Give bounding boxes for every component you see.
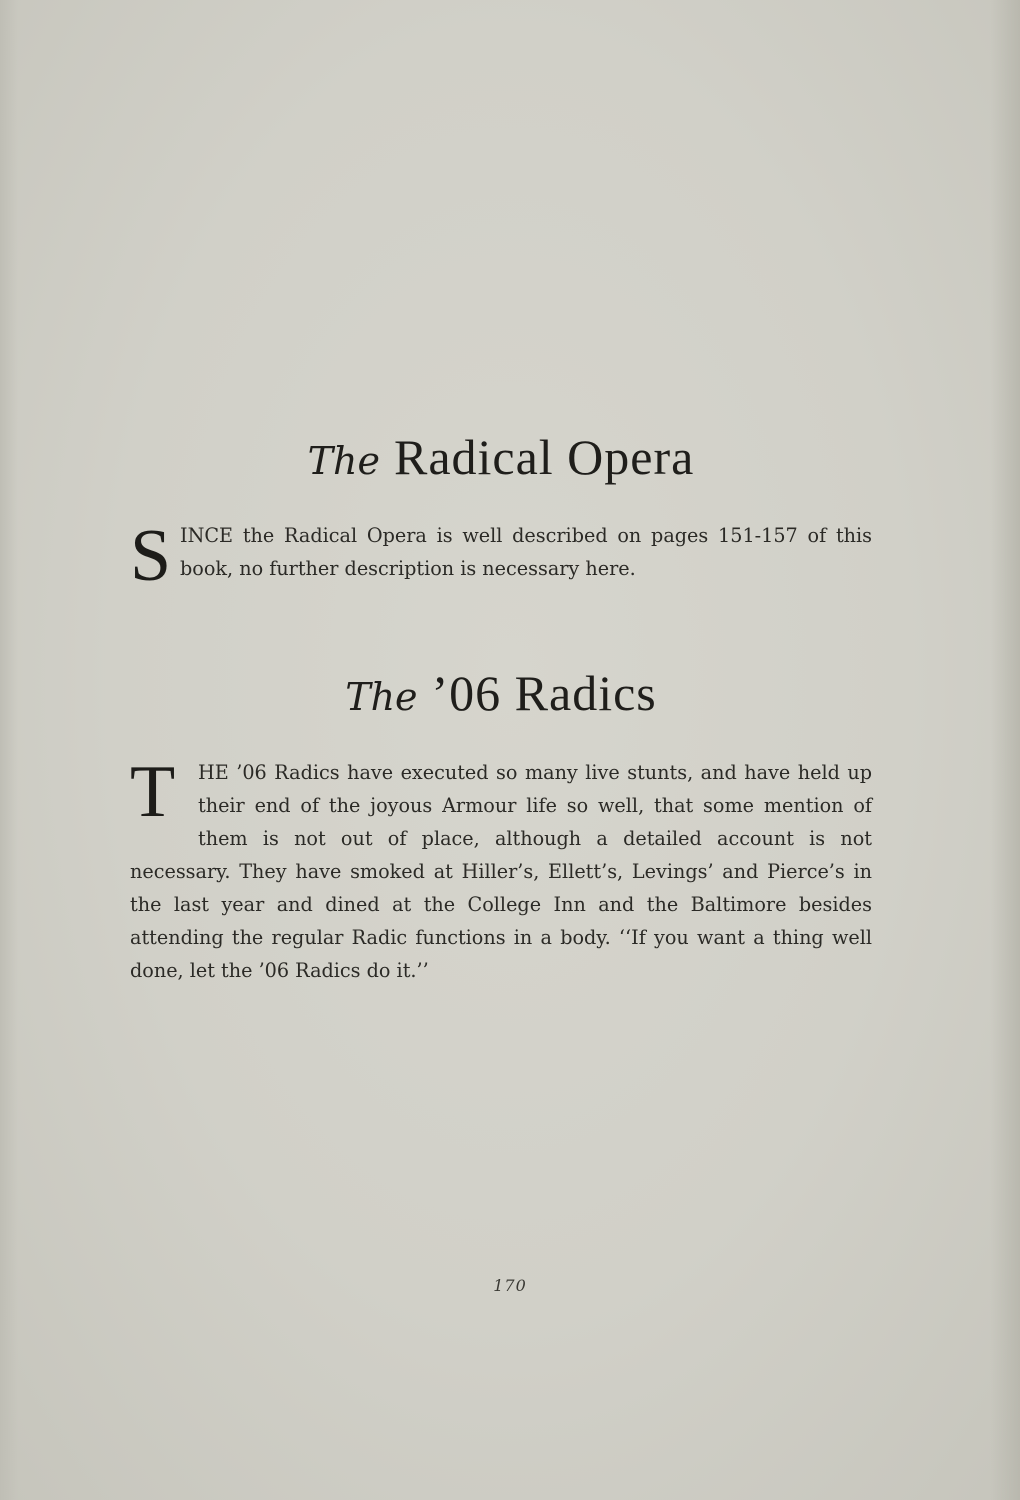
section-heading-06-radics (130, 664, 872, 722)
paragraph-06-radics (130, 751, 872, 987)
heading-title: Radical Opera (393, 429, 695, 485)
page-edge-shadow-left (0, 0, 18, 1500)
heading-title: ’06 Radics (431, 665, 657, 721)
paragraph-radical-opera (130, 515, 872, 597)
paragraph-text: INCE the Radical Opera is well described on pages 151-157 of this book, no further description is necessary here. (180, 524, 872, 580)
page-edge-shadow-right (990, 0, 1020, 1500)
section-heading-radical-opera (130, 428, 872, 486)
drop-cap: S (130, 515, 172, 597)
heading-prefix: The (345, 675, 418, 719)
paragraph-text: HE ’06 Radics have executed so many live stunts, and have held up their end of the joyous Armour life so well, that some mention of them is not out of place, although a detailed account is not necessary. They have smoked at Hiller’s, Ellett’s, Levings’ and Pierce’s in the last year and dined at the College Inn and the Baltimore besides attending the regular Radic functions in a body. ‘‘If you want a thing well done, let the ’06 Radics do it.’’ (130, 761, 872, 982)
heading-prefix: The (307, 439, 380, 483)
page-number: 170 (493, 1276, 527, 1295)
drop-cap: T (130, 751, 176, 833)
